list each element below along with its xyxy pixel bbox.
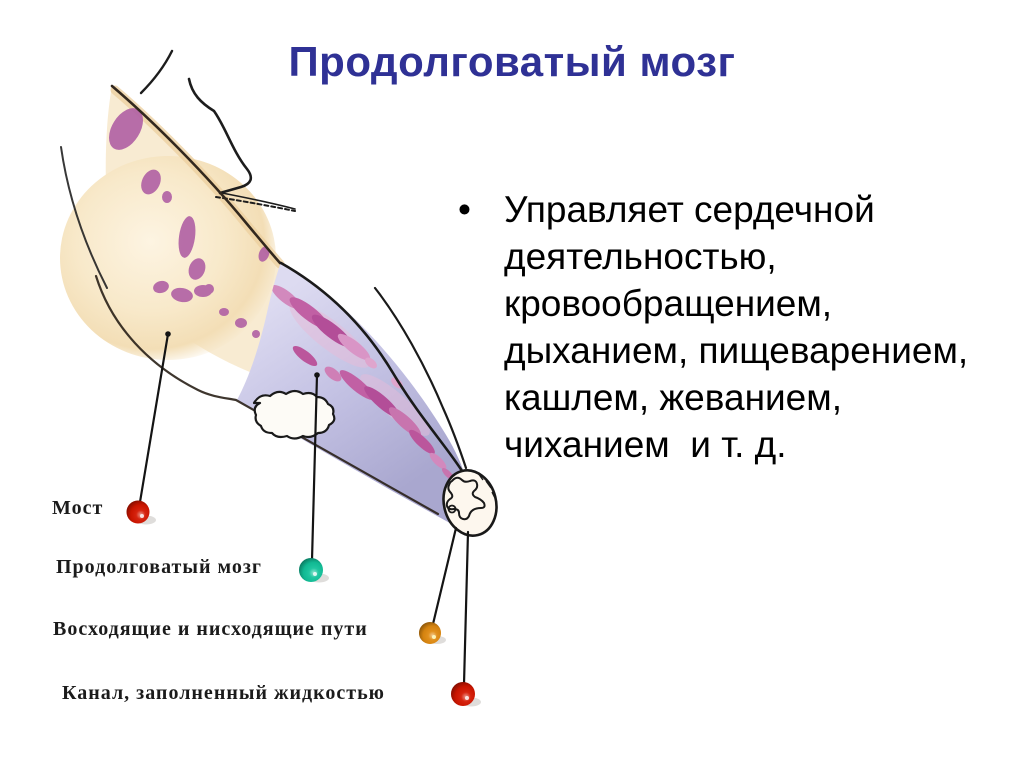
- label-pons: Мост: [52, 497, 104, 519]
- brainstem-illustration: [60, 51, 503, 541]
- upper-small-curve: [141, 51, 172, 93]
- bullet-text-line: дыханием, пищеварением,: [504, 330, 969, 371]
- bullet-text-line: чиханием и т. д.: [504, 424, 787, 465]
- pin-tracts: [419, 622, 446, 644]
- label-canal: Канал, заполненный жидкостью: [62, 682, 385, 704]
- bullet-text-line: кровообращением,: [504, 283, 833, 324]
- bullet-marker: •: [458, 189, 471, 230]
- pointer-dot-pons: [165, 331, 171, 337]
- pointer-dot-medulla: [314, 372, 320, 378]
- bullet-item: [458, 186, 968, 468]
- bullet-text-line: кашлем, жеванием,: [504, 377, 842, 418]
- bullet-text-line: деятельностью,: [504, 236, 777, 277]
- pin-pons: [127, 501, 157, 525]
- pointer-line-tracts: [433, 528, 456, 624]
- pin-medulla: [299, 558, 329, 583]
- pointer-line-canal: [464, 532, 468, 684]
- label-tracts: Восходящие и нисходящие пути: [53, 618, 368, 640]
- slide-title: Продолговатый мозг: [288, 38, 736, 85]
- bullet-text: [504, 186, 968, 468]
- ventricle-outline: [254, 391, 334, 439]
- pointer-line-pons: [140, 334, 168, 502]
- pin-canal: [451, 682, 481, 707]
- label-medulla: Продолговатый мозг: [56, 556, 262, 578]
- bullet-text-line: Управляет сердечной: [504, 189, 875, 230]
